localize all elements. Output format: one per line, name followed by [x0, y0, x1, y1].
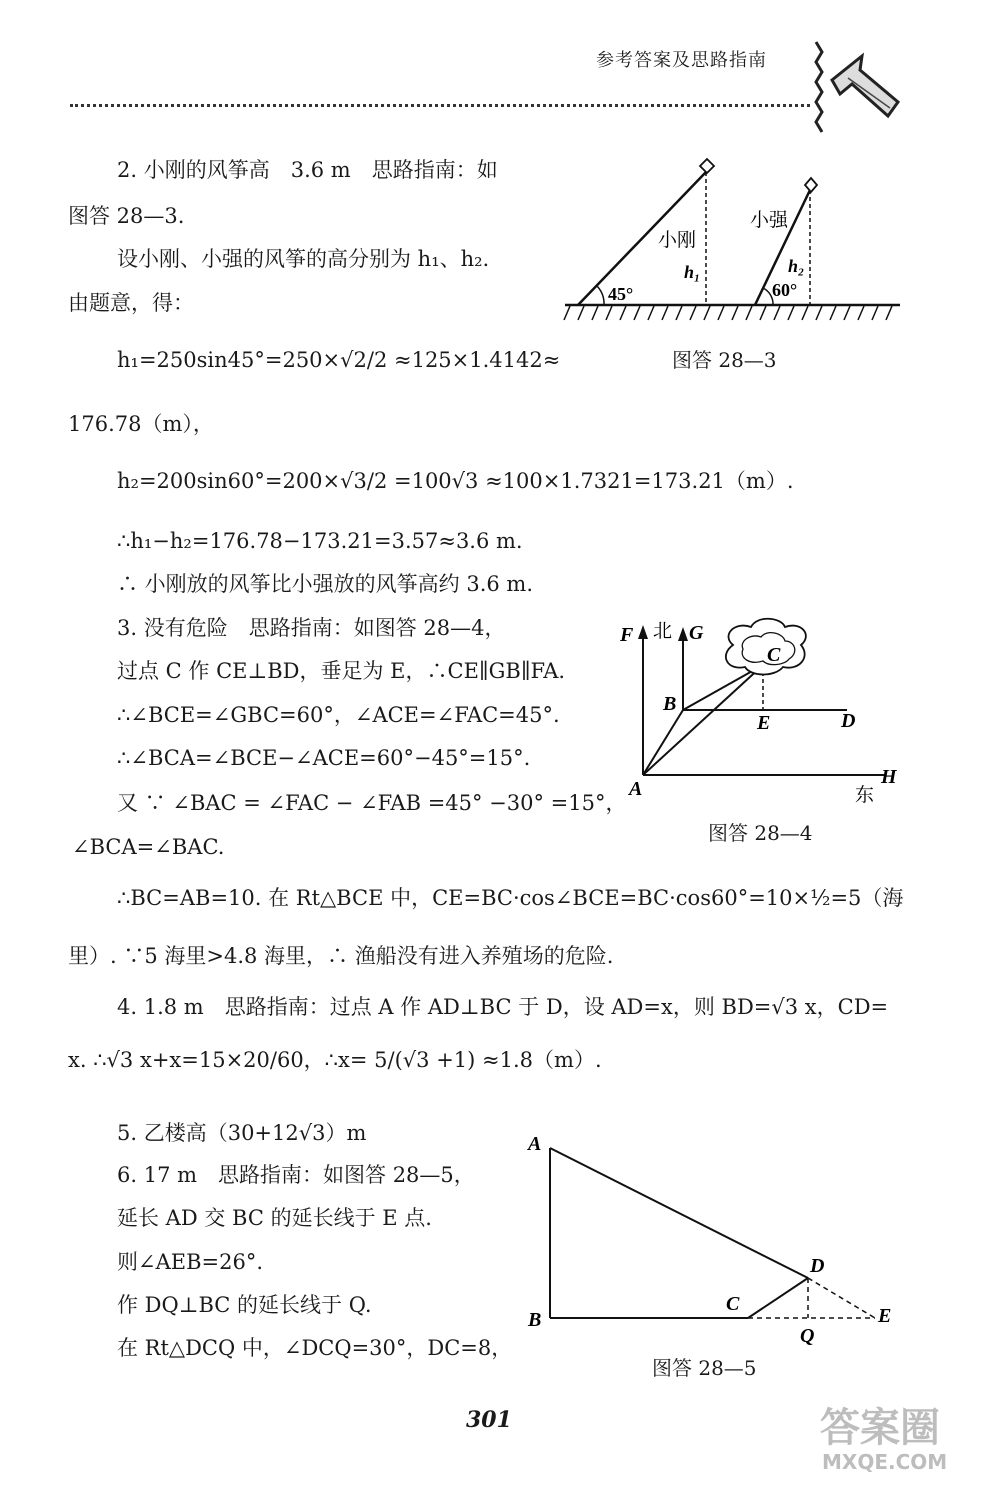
formula-line: ∠BCA=∠BAC. — [72, 835, 225, 859]
label-B: B — [528, 1309, 542, 1331]
running-header: 参考答案及思路指南 — [596, 50, 767, 71]
formula-line: 又 ∵ ∠BAC = ∠FAC − ∠FAB =45° −30° =15°， — [117, 791, 627, 815]
text-line: 4. 1.8 m 思路指南：过点 A 作 AD⊥BC 于 D，设 AD=x，则 BD=√3 x，CD= — [117, 995, 889, 1019]
figure-caption: 图答 28—3 — [672, 348, 777, 372]
formula-line: ∴∠BCA=∠BCE−∠ACE=60°−45°=15°. — [117, 746, 531, 770]
label-Q: Q — [800, 1325, 815, 1347]
label-A: A — [629, 778, 643, 800]
label-angle-60: 60° — [772, 280, 798, 300]
formula-line: ∴BC=AB=10. 在 Rt△BCE 中，CE=BC·cos∠BCE=BC·cos60°=10×½=5（海 — [117, 886, 904, 910]
label-D: D — [841, 710, 856, 732]
text-line: 在 Rt△DCQ 中，∠DCQ=30°，DC=8， — [117, 1336, 513, 1360]
figure-bearing — [615, 615, 915, 810]
formula-line: ∴∠BCE=∠GBC=60°，∠ACE=∠FAC=45°. — [117, 703, 560, 727]
label-G: G — [689, 622, 704, 644]
header-arrow-icon — [810, 38, 910, 138]
header-dotted-rule — [70, 104, 810, 107]
label-B: B — [663, 693, 677, 715]
formula-line: h₁=250sin45°=250×√2/2 ≈125×1.4142≈ — [117, 348, 561, 372]
page-number: 301 — [466, 1407, 512, 1433]
formula-line: h₂=200sin60°=200×√3/2 =100√3 ≈100×1.7321=173.21（m）. — [117, 469, 794, 493]
label-E: E — [757, 712, 771, 734]
watermark-logo: 答案圈 — [820, 1405, 940, 1451]
label-xiaogang: 小刚 — [658, 230, 697, 251]
label-north: 北 — [653, 621, 673, 642]
text-line: 由题意，得： — [68, 291, 194, 315]
figure-caption: 图答 28—5 — [652, 1356, 757, 1380]
figure-caption: 图答 28—4 — [708, 821, 813, 845]
label-A: A — [528, 1133, 542, 1155]
text-line: 设小刚、小强的风筝的高分别为 h₁、h₂. — [117, 247, 490, 271]
formula-line: x. ∴√3 x+x=15×20/60，∴x= 5/(√3 +1) ≈1.8（m）. — [68, 1048, 602, 1072]
text-line: 作 DQ⊥BC 的延长线于 Q. — [117, 1293, 372, 1317]
formula-line: ∴h₁−h₂=176.78−173.21=3.57≈3.6 m. — [117, 529, 523, 553]
text-line: ∴ 小刚放的风筝比小强放的风筝高约 3.6 m. — [117, 572, 534, 596]
label-C: C — [767, 644, 781, 666]
text-line: 6. 17 m 思路指南：如图答 28—5， — [117, 1163, 475, 1187]
label-angle-45: 45° — [608, 284, 634, 304]
figure-kites — [560, 150, 905, 330]
text-line: 则∠AEB=26°. — [117, 1250, 264, 1274]
text-line: 图答 28—3. — [68, 204, 185, 228]
text-line: 5. 乙楼高（30+12√3）m — [117, 1121, 367, 1145]
text-line: 2. 小刚的风筝高 3.6 m 思路指南：如 — [117, 158, 498, 182]
text-line: 里）. ∵5 海里>4.8 海里，∴ 渔船没有进入养殖场的危险. — [68, 944, 614, 968]
label-H: H — [881, 766, 897, 788]
watermark-url: MXQE.COM — [822, 1450, 948, 1474]
label-h2: h₂ — [788, 256, 805, 276]
label-C: C — [726, 1293, 740, 1315]
text-line: 3. 没有危险 思路指南：如图答 28—4， — [117, 616, 506, 640]
label-F: F — [620, 624, 634, 646]
label-D: D — [810, 1255, 825, 1277]
label-h1: h₁ — [684, 262, 701, 282]
label-E: E — [878, 1305, 892, 1327]
label-east: 东 — [855, 785, 875, 806]
label-xiaoqiang: 小强 — [750, 210, 789, 231]
text-line: 176.78（m）， — [68, 412, 214, 436]
text-line: 过点 C 作 CE⊥BD，垂足为 E，∴CE∥GB∥FA. — [117, 659, 566, 683]
text-line: 延长 AD 交 BC 的延长线于 E 点. — [117, 1206, 432, 1230]
figure-slope — [520, 1130, 905, 1355]
